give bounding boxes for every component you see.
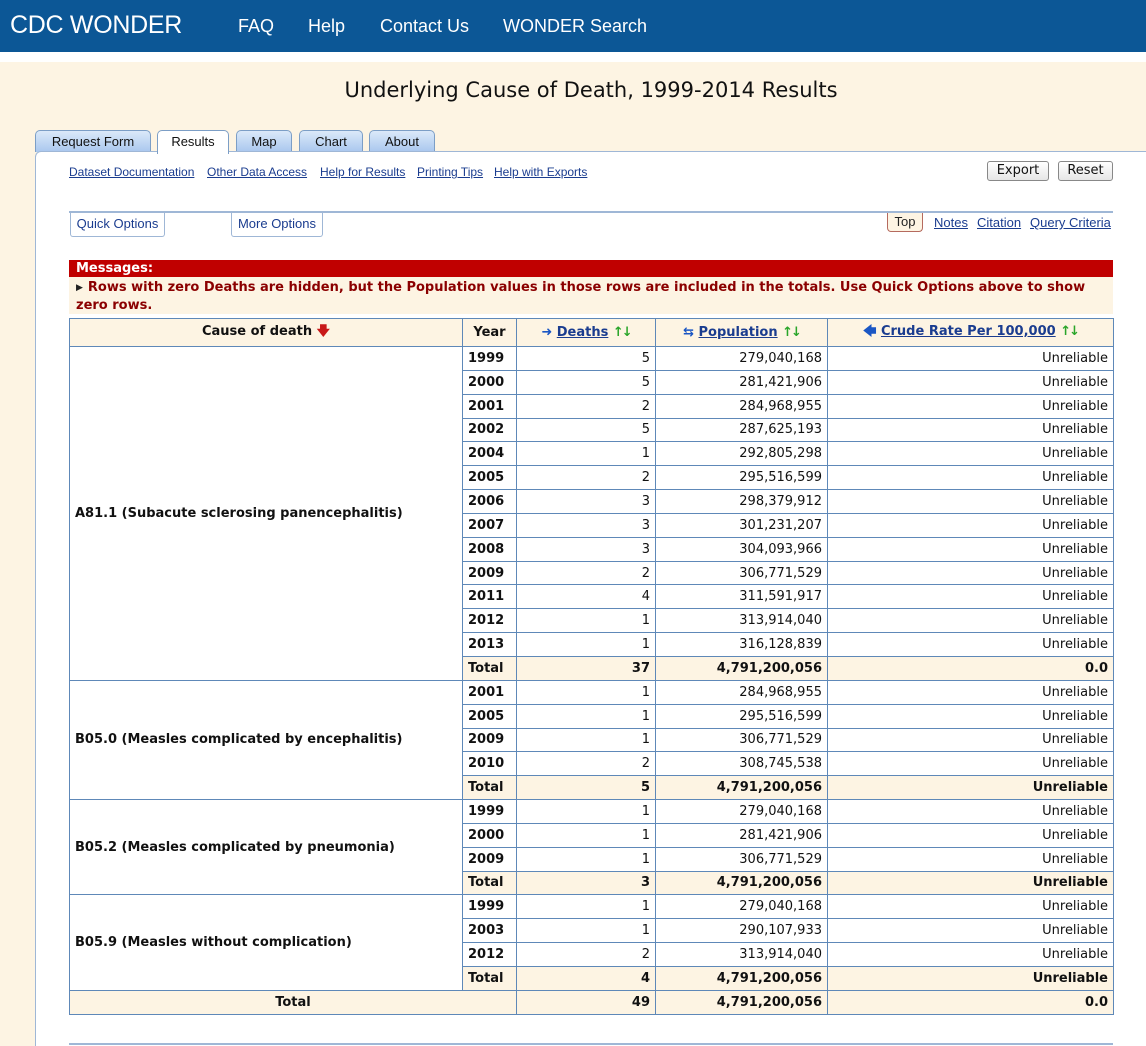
crude-rate-cell: Unreliable <box>828 823 1114 847</box>
top-navigation-bar <box>0 0 1146 52</box>
link-query-criteria[interactable]: Query Criteria <box>1030 215 1111 230</box>
subtotal-population: 4,791,200,056 <box>656 776 828 800</box>
deaths-cell: 3 <box>517 490 656 514</box>
subtotal-crude-rate: Unreliable <box>828 776 1114 800</box>
year-cell: 1999 <box>463 347 517 371</box>
deaths-cell: 1 <box>517 847 656 871</box>
grand-total-deaths: 49 <box>517 990 656 1014</box>
sort-toggle-icon[interactable]: ↑↓ <box>1060 323 1078 339</box>
subtotal-deaths: 3 <box>517 871 656 895</box>
population-cell: 279,040,168 <box>656 800 828 824</box>
year-cell: 1999 <box>463 895 517 919</box>
link-dataset-documentation[interactable]: Dataset Documentation <box>69 165 195 179</box>
crude-rate-cell: Unreliable <box>828 752 1114 776</box>
deaths-cell: 1 <box>517 609 656 633</box>
subtotal-crude-rate: Unreliable <box>828 966 1114 990</box>
population-cell: 316,128,839 <box>656 633 828 657</box>
year-cell: 2005 <box>463 466 517 490</box>
tab-about[interactable]: About <box>369 130 435 152</box>
crude-rate-cell: Unreliable <box>828 585 1114 609</box>
grand-total-row <box>70 990 1114 1014</box>
nav-faq[interactable]: FAQ <box>238 16 275 36</box>
deaths-cell: 5 <box>517 370 656 394</box>
population-cell: 292,805,298 <box>656 442 828 466</box>
table-body <box>70 347 1114 1015</box>
crude-rate-cell: Unreliable <box>828 490 1114 514</box>
link-printing-tips[interactable]: Printing Tips <box>417 165 484 179</box>
crude-rate-cell: Unreliable <box>828 704 1114 728</box>
deaths-cell: 2 <box>517 561 656 585</box>
crude-rate-cell: Unreliable <box>828 370 1114 394</box>
crude-rate-cell: Unreliable <box>828 895 1114 919</box>
subtotal-deaths: 37 <box>517 656 656 680</box>
cause-of-death-cell: B05.0 (Measles complicated by encephalitis) <box>70 680 463 799</box>
deaths-cell: 1 <box>517 800 656 824</box>
deaths-cell: 3 <box>517 513 656 537</box>
crude-rate-cell: Unreliable <box>828 680 1114 704</box>
swap-columns-icon[interactable]: ⇆ <box>683 325 694 340</box>
table-row <box>70 800 1114 824</box>
year-cell: 2009 <box>463 847 517 871</box>
year-cell: 2003 <box>463 919 517 943</box>
top-button[interactable]: Top <box>887 213 923 232</box>
link-help-with-exports[interactable]: Help with Exports <box>494 165 588 179</box>
population-cell: 306,771,529 <box>656 728 828 752</box>
crude-rate-cell: Unreliable <box>828 513 1114 537</box>
population-column-link[interactable]: Population <box>698 325 778 340</box>
crude-rate-column-link[interactable]: Crude Rate Per 100,000 <box>880 323 1056 339</box>
subtotal-population: 4,791,200,056 <box>656 871 828 895</box>
header-deaths <box>517 319 656 347</box>
year-cell: 2000 <box>463 370 517 394</box>
year-cell: 2008 <box>463 537 517 561</box>
year-cell: 2005 <box>463 704 517 728</box>
crude-rate-cell: Unreliable <box>828 442 1114 466</box>
population-cell: 306,771,529 <box>656 561 828 585</box>
population-cell: 284,968,955 <box>656 394 828 418</box>
crude-rate-cell: Unreliable <box>828 633 1114 657</box>
deaths-cell: 1 <box>517 442 656 466</box>
crude-rate-cell: Unreliable <box>828 728 1114 752</box>
nav-help[interactable]: Help <box>308 16 346 36</box>
population-cell: 304,093,966 <box>656 537 828 561</box>
year-cell: 2010 <box>463 752 517 776</box>
crude-rate-cell: Unreliable <box>828 561 1114 585</box>
table-row <box>70 895 1114 919</box>
year-cell: 2012 <box>463 609 517 633</box>
table-row <box>70 347 1114 371</box>
subtotal-crude-rate: Unreliable <box>828 871 1114 895</box>
subtotal-label: Total <box>463 871 517 895</box>
sort-toggle-icon[interactable]: ↑↓ <box>612 325 631 340</box>
subtotal-deaths: 5 <box>517 776 656 800</box>
deaths-cell: 1 <box>517 919 656 943</box>
deaths-cell: 5 <box>517 418 656 442</box>
deaths-cell: 1 <box>517 680 656 704</box>
population-cell: 301,231,207 <box>656 513 828 537</box>
crude-rate-cell: Unreliable <box>828 609 1114 633</box>
population-cell: 308,745,538 <box>656 752 828 776</box>
tab-chart[interactable]: Chart <box>299 130 363 152</box>
population-cell: 284,968,955 <box>656 680 828 704</box>
subtotal-label: Total <box>463 776 517 800</box>
cause-of-death-cell: B05.9 (Measles without complication) <box>70 895 463 990</box>
deaths-cell: 1 <box>517 633 656 657</box>
crude-rate-cell: Unreliable <box>828 418 1114 442</box>
deaths-cell: 2 <box>517 943 656 967</box>
subtotal-crude-rate: 0.0 <box>828 656 1114 680</box>
subtotal-population: 4,791,200,056 <box>656 966 828 990</box>
deaths-cell: 1 <box>517 895 656 919</box>
year-cell: 2004 <box>463 442 517 466</box>
year-cell: 2001 <box>463 680 517 704</box>
cause-of-death-cell: B05.2 (Measles complicated by pneumonia) <box>70 800 463 895</box>
reset-button[interactable]: Reset <box>1058 161 1113 181</box>
quick-options-button[interactable]: Quick Options <box>70 213 165 237</box>
page-title: Underlying Cause of Death, 1999-2014 Results <box>344 78 838 102</box>
nav-wonder-search[interactable]: WONDER Search <box>503 16 648 36</box>
deaths-cell: 1 <box>517 823 656 847</box>
link-help-for-results[interactable]: Help for Results <box>320 165 406 179</box>
year-cell: 2009 <box>463 561 517 585</box>
subtotal-label: Total <box>463 966 517 990</box>
messages-header: Messages: <box>69 260 1113 277</box>
table-header-row <box>70 319 1114 347</box>
population-cell: 295,516,599 <box>656 466 828 490</box>
population-cell: 306,771,529 <box>656 847 828 871</box>
crude-rate-cell: Unreliable <box>828 943 1114 967</box>
header-divider <box>0 52 1146 62</box>
bottom-divider <box>69 1043 1113 1045</box>
population-cell: 279,040,168 <box>656 895 828 919</box>
deaths-cell: 5 <box>517 347 656 371</box>
tab-request-form[interactable]: Request Form <box>35 130 151 152</box>
population-cell: 295,516,599 <box>656 704 828 728</box>
population-cell: 298,379,912 <box>656 490 828 514</box>
deaths-cell: 2 <box>517 466 656 490</box>
link-citation[interactable]: Citation <box>977 215 1022 230</box>
nav-contact-us[interactable]: Contact Us <box>380 16 470 36</box>
year-cell: 2001 <box>463 394 517 418</box>
move-left-icon[interactable]: 🡄 <box>863 323 877 339</box>
year-cell: 2002 <box>463 418 517 442</box>
crude-rate-cell: Unreliable <box>828 466 1114 490</box>
year-cell: 2011 <box>463 585 517 609</box>
link-notes[interactable]: Notes <box>934 215 968 230</box>
sort-descending-icon[interactable]: 🡇 <box>316 323 331 339</box>
population-cell: 279,040,168 <box>656 347 828 371</box>
deaths-cell: 2 <box>517 394 656 418</box>
subtotal-deaths: 4 <box>517 966 656 990</box>
year-cell: 2013 <box>463 633 517 657</box>
sort-toggle-icon[interactable]: ↑↓ <box>782 325 800 340</box>
export-button[interactable]: Export <box>987 161 1049 181</box>
header-year: Year <box>463 319 517 347</box>
crude-rate-cell: Unreliable <box>828 347 1114 371</box>
crude-rate-cell: Unreliable <box>828 394 1114 418</box>
crude-rate-cell: Unreliable <box>828 537 1114 561</box>
crude-rate-cell: Unreliable <box>828 847 1114 871</box>
expand-triangle-icon[interactable]: ▶ <box>76 283 83 293</box>
subtotal-label: Total <box>463 656 517 680</box>
year-cell: 2009 <box>463 728 517 752</box>
deaths-cell: 2 <box>517 752 656 776</box>
header-population <box>656 319 828 347</box>
deaths-column-link[interactable]: Deaths <box>556 325 609 340</box>
crude-rate-cell: Unreliable <box>828 800 1114 824</box>
year-cell: 2000 <box>463 823 517 847</box>
more-options-button[interactable]: More Options <box>231 213 323 237</box>
year-cell: 1999 <box>463 800 517 824</box>
population-cell: 290,107,933 <box>656 919 828 943</box>
move-right-icon[interactable]: ➜ <box>541 325 553 340</box>
message-text: Rows with zero Deaths are hidden, but the Population values in those rows are included in the totals. Use Quick Options above to show zero rows. <box>76 280 1086 313</box>
deaths-cell: 1 <box>517 728 656 752</box>
options-divider <box>69 211 1113 213</box>
crude-rate-cell: Unreliable <box>828 919 1114 943</box>
link-other-data-access[interactable]: Other Data Access <box>207 165 308 179</box>
deaths-cell: 4 <box>517 585 656 609</box>
table-row <box>70 680 1114 704</box>
population-cell: 313,914,040 <box>656 943 828 967</box>
year-cell: 2006 <box>463 490 517 514</box>
grand-total-label: Total <box>70 990 517 1014</box>
tab-results[interactable]: Results <box>157 130 229 154</box>
messages-body <box>69 277 1113 314</box>
subtotal-population: 4,791,200,056 <box>656 656 828 680</box>
header-crude-rate <box>828 319 1114 347</box>
tab-map[interactable]: Map <box>236 130 292 152</box>
population-cell: 281,421,906 <box>656 370 828 394</box>
year-cell: 2007 <box>463 513 517 537</box>
grand-total-population: 4,791,200,056 <box>656 990 828 1014</box>
deaths-cell: 3 <box>517 537 656 561</box>
grand-total-crude-rate: 0.0 <box>828 990 1114 1014</box>
population-cell: 313,914,040 <box>656 609 828 633</box>
results-table <box>69 318 1114 1015</box>
year-cell: 2012 <box>463 943 517 967</box>
cause-of-death-cell: A81.1 (Subacute sclerosing panencephalitis) <box>70 347 463 681</box>
population-cell: 311,591,917 <box>656 585 828 609</box>
header-cause-of-death[interactable]: Cause of death 🡇 <box>70 319 463 347</box>
brand-logo[interactable]: CDC WONDER <box>10 11 182 39</box>
deaths-cell: 1 <box>517 704 656 728</box>
population-cell: 281,421,906 <box>656 823 828 847</box>
population-cell: 287,625,193 <box>656 418 828 442</box>
